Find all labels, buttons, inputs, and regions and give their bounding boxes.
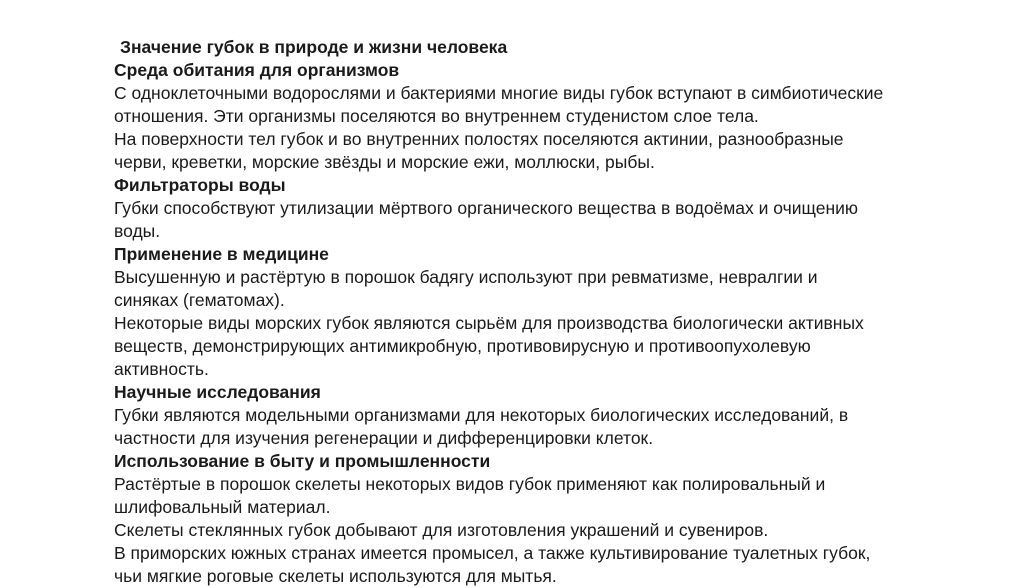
paragraph-line: воды. (114, 221, 161, 241)
paragraph-line: частности для изучения регенерации и дифференцировки клеток. (114, 428, 654, 448)
paragraph-line: отношения. Эти организмы поселяются во внутреннем студенистом слое тела. (114, 106, 759, 126)
paragraph-line: В приморских южных странах имеется промысел, а также культивирование туалетных губок, (114, 543, 871, 563)
section-heading-habitat: Среда обитания для организмов (114, 60, 400, 80)
document-body (114, 36, 994, 588)
paragraph-line: Растёртые в порошок скелеты некоторых видов губок применяют как полировальный и (114, 474, 826, 494)
paragraph-line: веществ, демонстрирующих антимикробную, противовирусную и противоопухолевую (114, 336, 811, 356)
paragraph-line: Губки способствуют утилизации мёртвого органического вещества в водоёмах и очищению (114, 198, 859, 218)
paragraph-line: синяках (гематомах). (114, 290, 285, 310)
paragraph-line: шлифовальный материал. (114, 497, 331, 517)
paragraph-line: На поверхности тел губок и во внутренних полостях поселяются актинии, разнообразные (114, 129, 844, 149)
section-heading-household-industry: Использование в быту и промышленности (114, 451, 491, 471)
paragraph-line: чьи мягкие роговые скелеты используются для мытья. (114, 566, 557, 586)
section-heading-research: Научные исследования (114, 382, 321, 402)
paragraph-line: Некоторые виды морских губок являются сырьём для производства биологически активных (114, 313, 864, 333)
section-heading-medicine: Применение в медицине (114, 244, 329, 264)
section-heading-filtration: Фильтраторы воды (114, 175, 286, 195)
paragraph-line: Высушенную и растёртую в порошок бадягу используют при ревматизме, невралгии и (114, 267, 818, 287)
paragraph-line: Скелеты стеклянных губок добывают для изготовления украшений и сувениров. (114, 520, 769, 540)
paragraph-line: С одноклеточными водорослями и бактериями многие виды губок вступают в симбиотические (114, 83, 884, 103)
document-title: Значение губок в природе и жизни человека (120, 37, 508, 57)
paragraph-line: черви, креветки, морские звёзды и морские ежи, моллюски, рыбы. (114, 152, 655, 172)
paragraph-line: Губки являются модельными организмами для некоторых биологических исследований, в (114, 405, 849, 425)
paragraph-line: активность. (114, 359, 209, 379)
